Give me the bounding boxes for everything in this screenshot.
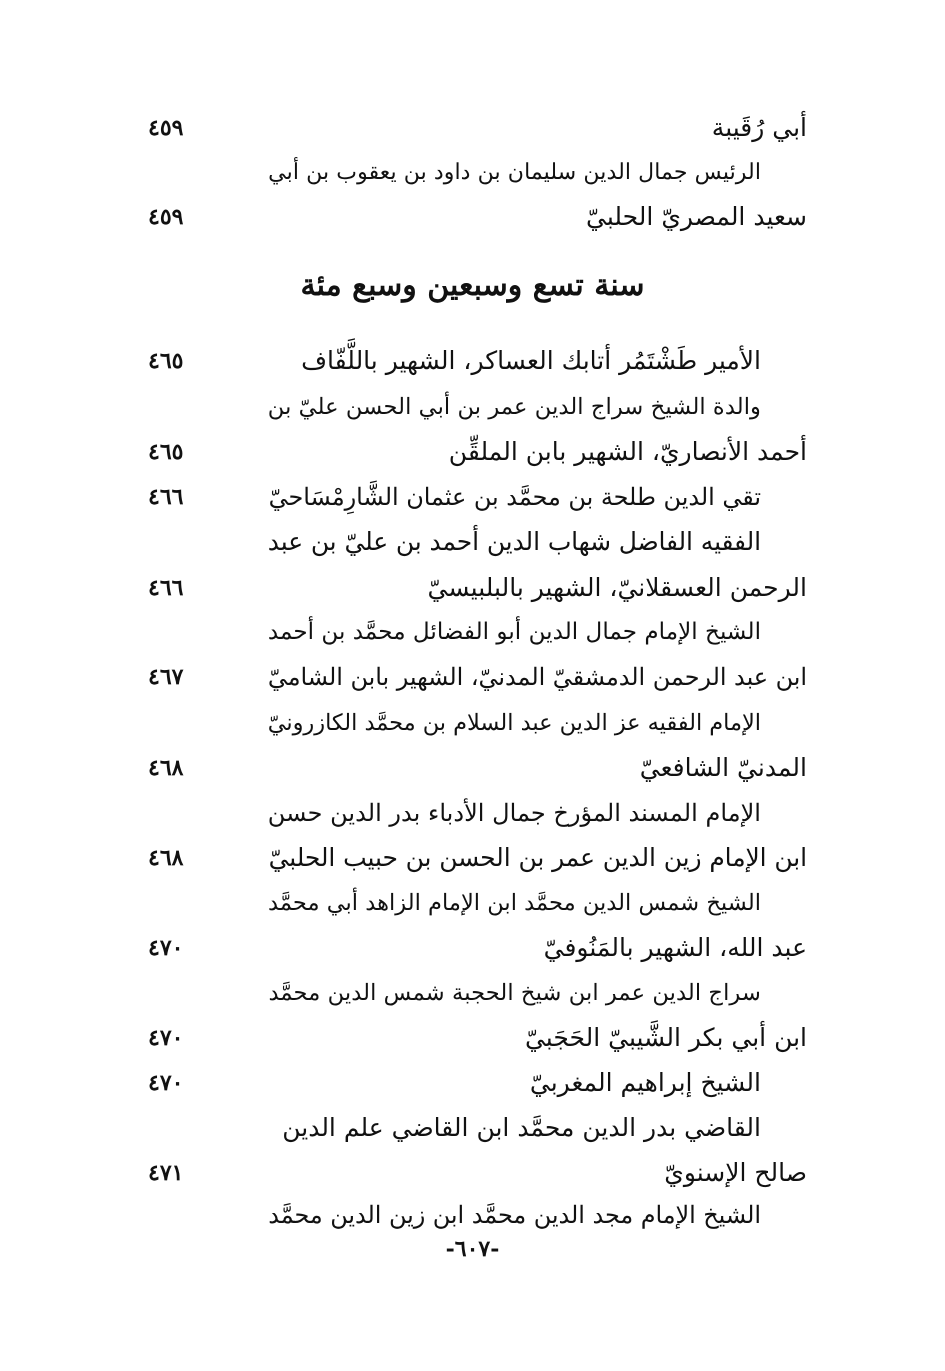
entry-line: الإمام المسند المؤرخ جمال الأدباء بدر الدين حسن (267, 799, 761, 827)
page-number: -٦٠٧- (445, 1236, 500, 1262)
entry-page-number: ٤٦٦ (148, 484, 184, 510)
entry-line: الشيخ شمس الدين محمَّد ابن الإمام الزاهد أبي محمَّد (268, 890, 761, 916)
entry-page-number: ٤٥٩ (148, 115, 184, 141)
entry-line: الرئيس جمال الدين سليمان بن داود بن يعقوب بن أبي (268, 159, 761, 185)
entry-page-number: ٤٧٠ (148, 1070, 184, 1096)
entry-line: عبد الله، الشهير بالمَنُوفيّ (543, 933, 807, 962)
entry-line: الرحمن العسقلانيّ، الشهير بالبلبيسيّ (427, 573, 807, 602)
entry-line: الفقيه الفاضل شهاب الدين أحمد بن عليّ بن عبد (267, 527, 761, 556)
entry-line: الشيخ الإمام جمال الدين أبو الفضائل محمَّد بن أحمد (267, 619, 761, 645)
entry-line: الشيخ إبراهيم المغربيّ (529, 1068, 761, 1097)
entry-line: سراج الدين عمر ابن شيخ الحجبة شمس الدين محمَّد (268, 980, 761, 1006)
entry-page-number: ٤٦٥ (148, 348, 184, 374)
entry-page-number: ٤٧٠ (148, 1025, 184, 1051)
section-heading: سنة تسع وسبعين وسبع مئة (300, 268, 645, 303)
entry-line: أحمد الأنصاريّ، الشهير بابن الملقِّن (448, 437, 807, 466)
entry-line: والدة الشيخ سراج الدين عمر بن أبي الحسن عليّ بن (267, 394, 761, 420)
entry-page-number: ٤٧١ (148, 1160, 184, 1186)
entry-line: ابن عبد الرحمن الدمشقيّ المدنيّ، الشهير بابن الشاميّ (267, 663, 807, 691)
entry-line: ابن أبي بكر الشَّيبيّ الحَجَبيّ (524, 1023, 807, 1052)
entry-page-number: ٤٥٩ (148, 204, 184, 230)
entry-line: الشيخ الإمام مجد الدين محمَّد ابن زين الدين محمَّد (268, 1201, 761, 1229)
entry-line: الإمام الفقيه عز الدين عبد السلام بن محمَّد الكازرونيّ (267, 710, 761, 736)
entry-line: سعيد المصريّ الحلبيّ (586, 202, 807, 231)
entry-page-number: ٤٦٥ (148, 439, 184, 465)
entry-line: القاضي بدر الدين محمَّد ابن القاضي علم الدين (282, 1113, 761, 1142)
entry-line: صالح الإسنويّ (664, 1158, 807, 1187)
entry-line: تقي الدين طلحة بن محمَّد بن عثمان الشَّارِمْسَاحيّ (268, 483, 761, 511)
entry-page-number: ٤٦٦ (148, 575, 184, 601)
entry-line: ابن الإمام زين الدين عمر بن الحسن بن حبيب الحلبيّ (268, 843, 807, 872)
entry-page-number: ٤٦٨ (148, 845, 184, 871)
entry-page-number: ٤٦٨ (148, 755, 184, 781)
entry-line: الأمير طَشْتَمُر أتابك العساكر، الشهير باللَّفّاف (301, 346, 761, 375)
entry-page-number: ٤٦٧ (148, 664, 184, 690)
entry-line: المدنيّ الشافعيّ (639, 753, 807, 782)
entry-line: أبي رُقَيبة (711, 113, 807, 142)
entry-page-number: ٤٧٠ (148, 935, 184, 961)
